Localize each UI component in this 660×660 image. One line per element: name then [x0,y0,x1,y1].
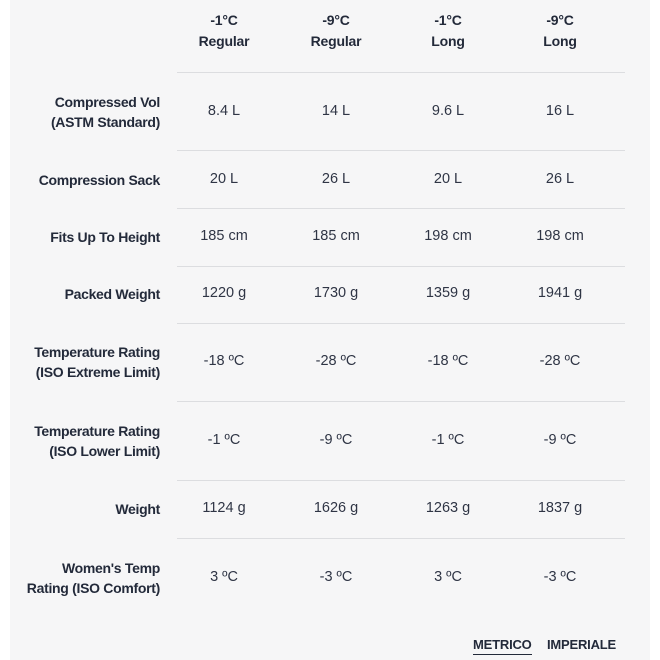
column-header-temp: -1°C [434,12,462,28]
row-label-line: Fits Up To Height [50,229,160,245]
table-cell: -1 ºC [431,432,465,448]
table-cell: 1626 g [313,500,359,516]
table-cell: -18 ºC [203,353,245,369]
row-label-line: (ISO Extreme Limit) [35,364,160,380]
row-divider [177,150,625,151]
column-header [168,10,280,52]
row-label [10,284,160,304]
table-cell: 26 L [545,171,575,187]
row-label-line: (ASTM Standard) [50,114,160,130]
table-cell: 198 cm [424,228,472,244]
table-cell: 1837 g [537,500,583,516]
column-header-length: Long [431,33,465,49]
table-cell: 185 cm [312,228,360,244]
table-cell: -28 ºC [315,353,357,369]
table-cell: 1220 g [201,285,247,301]
row-label-line: Weight [115,501,160,517]
row-divider [177,538,625,539]
table-cell: 9.6 L [431,103,465,119]
column-header-temp: -9°C [546,12,574,28]
column-header [280,10,392,52]
table-cell: 16 L [545,103,575,119]
table-cell: -3 ºC [319,569,353,585]
column-header [392,10,504,52]
table-cell: 20 L [209,171,239,187]
table-cell: -9 ºC [319,432,353,448]
column-header-temp: -1°C [210,12,238,28]
row-label [10,92,160,132]
table-cell: 1124 g [202,500,246,516]
table-cell: 26 L [321,171,351,187]
table-cell: 14 L [321,103,351,119]
table-cell: -3 ºC [543,569,577,585]
row-label-line: Temperature Rating [34,344,160,360]
row-label-line: (ISO Lower Limit) [49,443,160,459]
table-cell: 1730 g [313,285,359,301]
row-label-line: Compressed Vol [54,94,160,110]
row-label-line: Packed Weight [64,286,160,302]
row-label-line: Women's Temp [61,560,160,576]
unit-metric-tab[interactable]: METRICO [473,637,532,655]
row-label [10,421,160,461]
column-header-temp: -9°C [322,12,350,28]
table-cell: -28 ºC [539,353,581,369]
row-label [10,558,160,598]
table-cell: -1 ºC [207,432,241,448]
column-header-length: Regular [310,33,362,49]
row-label-line: Temperature Rating [34,423,160,439]
row-label [10,170,160,190]
table-cell: 20 L [433,171,463,187]
row-label [10,499,160,519]
unit-imperial-tab[interactable]: IMPERIALE [547,637,616,652]
unit-toggle [461,637,616,655]
row-divider [177,208,625,209]
table-cell: 198 cm [536,228,584,244]
column-header [504,10,616,52]
row-divider [177,401,625,402]
row-label [10,342,160,382]
table-cell: -18 ºC [427,353,469,369]
row-divider [177,266,625,267]
column-header-length: Long [543,33,577,49]
table-cell: 1263 g [425,500,471,516]
row-divider [177,323,625,324]
table-cell: 1941 g [537,285,583,301]
column-header-length: Regular [198,33,250,49]
row-label-line: Rating (ISO Comfort) [26,580,160,596]
table-cell: 8.4 L [207,103,241,119]
row-divider [177,480,625,481]
row-divider [177,72,625,73]
table-cell: -9 ºC [543,432,577,448]
row-label-line: Compression Sack [38,172,160,188]
row-label [10,227,160,247]
specs-table-panel [10,0,650,660]
table-cell: 185 cm [200,228,248,244]
table-cell: 1359 g [425,285,471,301]
table-cell: 3 ºC [210,569,238,585]
table-cell: 3 ºC [434,569,462,585]
